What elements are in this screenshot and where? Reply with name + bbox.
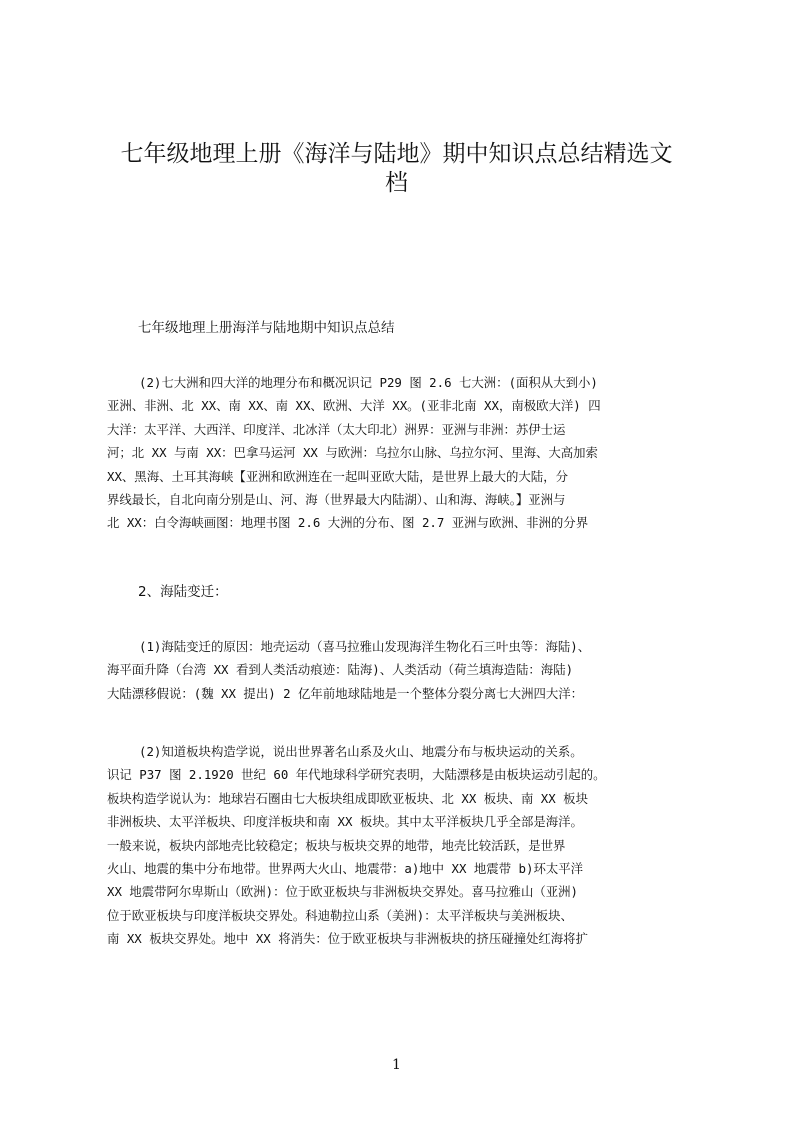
document-subtitle: 七年级地理上册海洋与陆地期中知识点总结: [138, 320, 395, 336]
paragraph-line: 大陆漂移假说：(魏 XX 提出) 2 亿年前地球陆地是一个整体分裂分离七大洲四大洋：: [107, 685, 584, 701]
paragraph-line: 亚洲、非洲、北 XX、南 XX、南 XX、欧洲、大洋 XX。(亚非北南 XX，南极欧大洋) 四: [107, 398, 601, 414]
paragraph-line: 界线最长，自北向南分别是山、河、海（世界最大内陆湖）、山和海、海峡。】亚洲与: [107, 491, 566, 507]
paragraph-continents-oceans: [107, 371, 699, 535]
page-number: 1: [392, 1057, 401, 1073]
paragraph-line: (2)七大洲和四大洋的地理分布和概况识记 P29 图 2.6 七大洲：(面积从大到小): [139, 375, 598, 390]
paragraph-line: 大洋：太平洋、大西洋、印度洋、北冰洋（太大印北）洲界：亚洲与非洲：苏伊士运: [107, 421, 566, 437]
paragraph-line: 识记 P37 图 2.1920 世纪 60 年代地球科学研究表明，大陆漂移是由板块运动引起的。: [107, 767, 606, 783]
document-title: [100, 140, 693, 198]
paragraph-line: 一般来说，板块内部地壳比较稳定；板块与板块交界的地带，地壳比较活跃，是世界: [107, 837, 566, 853]
document-title-line-2: 档: [385, 170, 408, 196]
paragraph-line: XX 地震带阿尔卑斯山（欧洲)：位于欧亚板块与非洲板块交界处。喜马拉雅山（亚洲): [107, 884, 578, 900]
paragraph-land-sea-causes: [107, 635, 699, 705]
paragraph-line: (2)知道板块构造学说，说出世界著名山系及火山、地震分布与板块运动的关系。: [139, 744, 583, 759]
section-heading-land-sea-change: 2、海陆变迁：: [138, 584, 228, 600]
paragraph-line: (1)海陆变迁的原因：地壳运动（喜马拉雅山发现海洋生物化石三叶虫等：海陆)、: [139, 639, 591, 654]
paragraph-line: 非洲板块、太平洋板块、印度洋板块和南 XX 板块。其中太平洋板块几乎全部是海洋。: [107, 814, 583, 830]
paragraph-line: 海平面升降（台湾 XX 看到人类活动痕迹：陆海)、人类活动（荷兰填海造陆：海陆): [107, 662, 574, 678]
document-title-line-1: 七年级地理上册《海洋与陆地》期中知识点总结精选文: [120, 141, 673, 167]
paragraph-line: 南 XX 板块交界处。地中 XX 将消失：位于欧亚板块与非洲板块的挤压碰撞处红海将扩: [107, 931, 588, 947]
paragraph-plate-tectonics: [107, 740, 699, 951]
paragraph-line: 河；北 XX 与南 XX：巴拿马运河 XX 与欧洲：乌拉尔山脉、乌拉尔河、里海、大高加索: [107, 445, 598, 461]
paragraph-line: 位于欧亚板块与印度洋板块交界处。科迪勒拉山系（美洲)：太平洋板块与美洲板块、: [107, 907, 573, 923]
paragraph-line: 北 XX：白令海峡画图：地理书图 2.6 大洲的分布、图 2.7 亚洲与欧洲、非洲的分界: [107, 515, 589, 531]
paragraph-line: 板块构造学说认为：地球岩石圈由七大板块组成即欧亚板块、北 XX 板块、南 XX 板块: [107, 790, 588, 806]
paragraph-line: XX、黑海、土耳其海峡【亚洲和欧洲连在一起叫亚欧大陆，是世界上最大的大陆，分: [107, 468, 568, 484]
paragraph-line: 火山、地震的集中分布地带。世界两大火山、地震带：a)地中 XX 地震带 b)环太平洋: [107, 860, 584, 876]
